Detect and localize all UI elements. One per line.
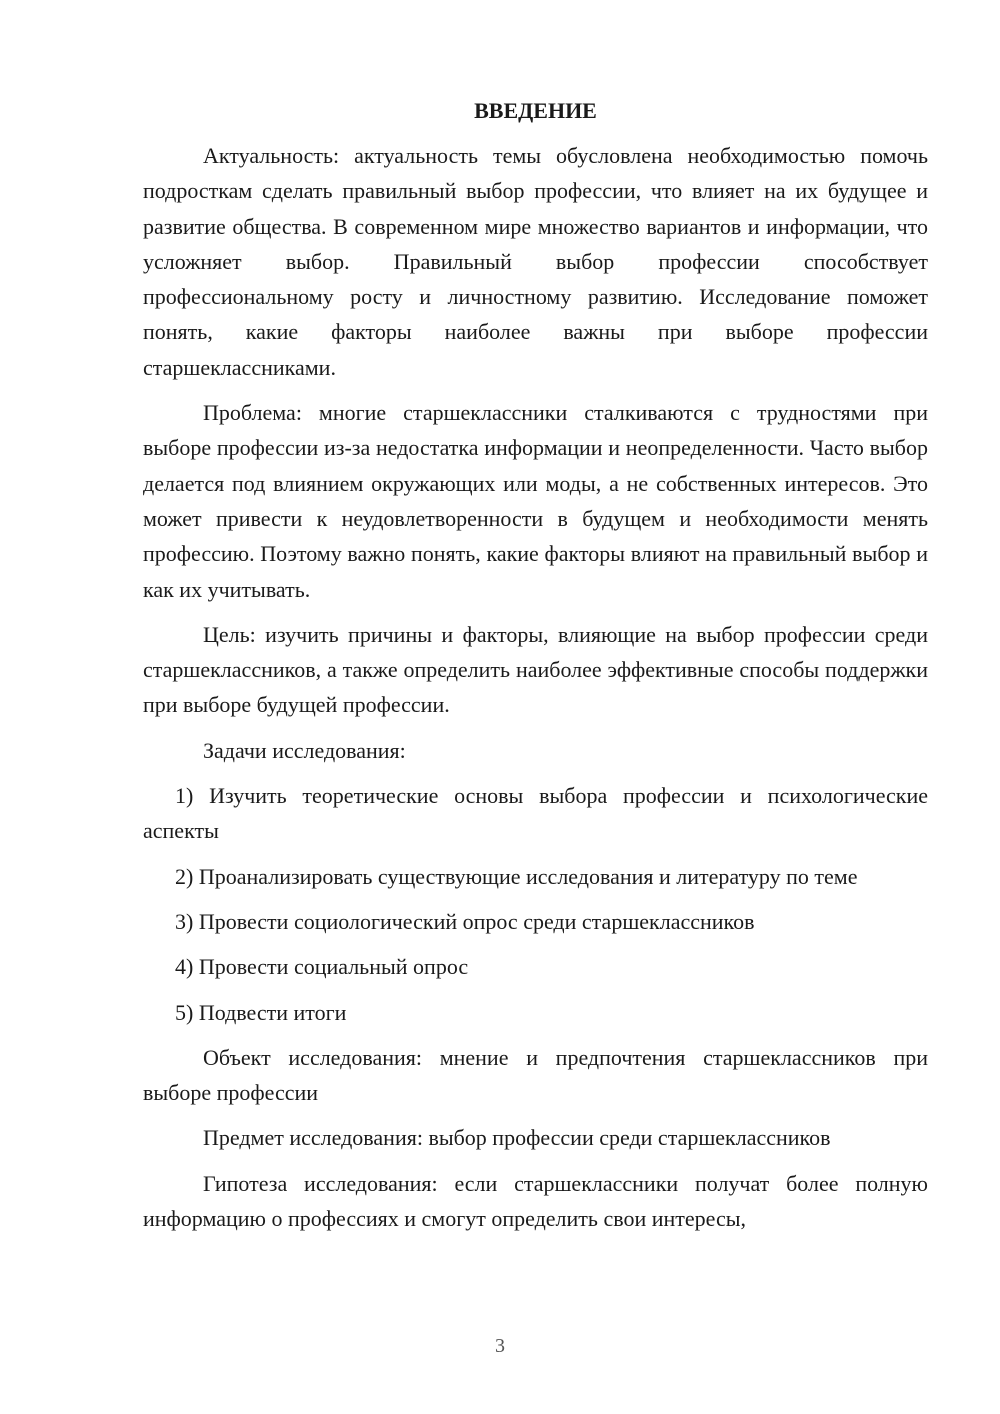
- page-number: 3: [495, 1335, 505, 1357]
- page-content: [143, 94, 928, 1246]
- section-title: ВВЕДЕНИЕ: [474, 98, 597, 123]
- paragraph-problem: Проблема: многие старшеклассники сталкиваются с трудностями при выборе профессии из-за недостатка информации и неопределенности. Часто выбор делается под влиянием окружающих или моды, а не собственных интересов. Это может привести к неудовлетворенности в будущем и необходимости менять профессию. Поэтому важно понять, какие факторы влияют на правильный выбор и как их учитывать.: [143, 400, 928, 602]
- paragraph-object: Объект исследования: мнение и предпочтения старшеклассников при выборе профессии: [143, 1044, 928, 1106]
- tasks-heading: Задачи исследования:: [203, 737, 406, 763]
- task-item-2: 2) Проанализировать существующие исследования и литературу по теме: [175, 863, 858, 889]
- paragraph-hypothesis: Гипотеза исследования: если старшеклассники получат более полную информацию о профессиях и смогут определить свои интересы,: [143, 1170, 928, 1232]
- task-item-5: 5) Подвести итоги: [175, 999, 347, 1025]
- task-item-3: 3) Провести социологический опрос среди старшеклассников: [175, 908, 755, 934]
- task-item-1: 1) Изучить теоретические основы выбора профессии и психологические аспекты: [143, 783, 928, 844]
- paragraph-goal: Цель: изучить причины и факторы, влияющие на выбор профессии среди старшеклассников, а также определить наиболее эффективные способы поддержки при выборе будущей профессии.: [143, 621, 928, 718]
- paragraph-subject: Предмет исследования: выбор профессии среди старшеклассников: [203, 1125, 831, 1151]
- task-item-4: 4) Провести социальный опрос: [175, 954, 469, 980]
- paragraph-relevance: Актуальность: актуальность темы обусловлена необходимостью помочь подросткам сделать правильный выбор профессии, что влияет на их будущее и развитие общества. В современном мире множество вариантов и информации, что усложняет выбор. Правильный выбор профессии способствует профессиональному росту и личностному развитию. Исследование поможет понять, какие факторы наиболее важны при выборе профессии старшеклассниками.: [143, 143, 928, 380]
